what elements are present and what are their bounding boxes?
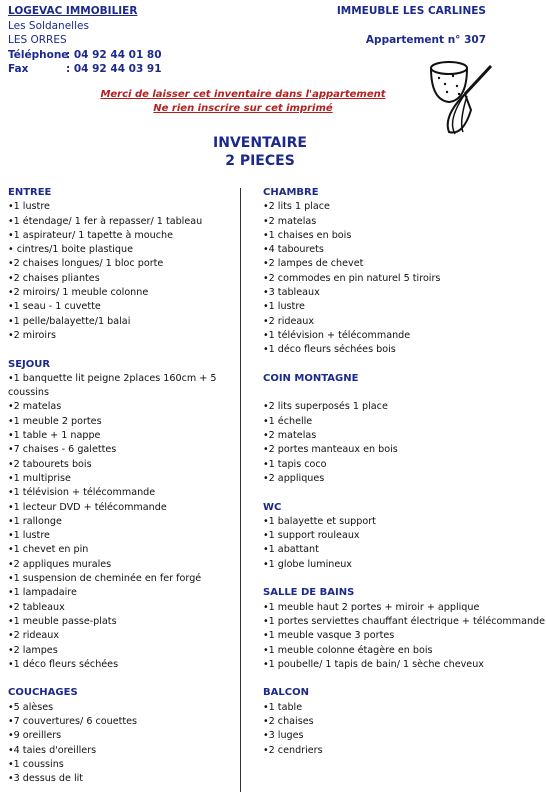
address-line-2: LES ORRES [8,34,67,46]
inventory-item: •1 aspirateur/ 1 tapette à mouche [8,229,173,241]
title-line-2: 2 PIECES [225,153,295,169]
phone-row [8,48,162,63]
inventory-item: •2 chaises [263,715,314,727]
inventory-item: •2 commodes en pin naturel 5 tiroirs [263,272,441,284]
inventory-item: •1 table + 1 nappe [8,430,101,442]
section-title: COIN MONTAGNE [263,372,359,384]
inventory-item: •1 chaises en bois [263,229,352,241]
inventory-item: •1 meuble colonne étagère en bois [263,644,433,656]
address-line-1: Les Soldanelles [8,19,89,32]
company-header [8,4,162,77]
inventory-item: •2 rideaux [263,315,315,327]
inventory-item: •1 meuble haut 2 portes + miroir + applique [263,601,480,613]
inventory-item: •1 télévision + télécommande [8,487,156,499]
building-header [337,4,486,47]
inventory-item: •2 appliques [263,472,325,484]
inventory-item: •2 matelas [263,430,317,442]
inventory-item: •2 miroirs/ 1 meuble colonne [8,287,149,299]
section-title: ENTREE [8,187,52,198]
inventory-item: •2 chaises pliantes [8,272,100,284]
inventory-item: •5 alèses [8,701,54,713]
inventory-item: •2 lampes de chevet [263,258,364,270]
notice [100,88,386,115]
company-name: LOGEVAC IMMOBILIER [8,5,138,17]
fax-value: : 04 92 44 03 91 [66,63,162,75]
inventory-item: •1 table [263,701,303,713]
inventory-item: •1 télévision + télécommande [263,329,411,341]
inventory-item: •1 lecteur DVD + télécommande [8,501,167,513]
inventory-item: •3 luges [263,730,304,742]
inventory-item: •1 abattant [263,544,319,556]
inventory-item: •1 coussins [8,758,64,770]
phone-label: Téléphone [8,48,69,61]
building-name: IMMEUBLE LES CARLINES [336,5,486,17]
inventory-item: •2 matelas [263,215,317,227]
inventory-item: •7 couvertures/ 6 couettes [8,715,138,727]
blank-line [263,386,546,400]
inventory-item: •2 appliques murales [8,558,112,570]
inventory-item: •2 matelas [8,401,62,413]
inventory-item: •2 lampes [8,644,58,656]
section-balcon [263,686,546,757]
section-entree [8,186,236,343]
inventory-item: •1 étendage/ 1 fer à repasser/ 1 tableau [8,215,203,227]
inventory-item: •1 poubelle/ 1 tapis de bain/ 1 sèche cheveux [263,658,484,670]
inventory-item: •1 globe lumineux [263,558,352,570]
inventory-item: •1 déco fleurs séchées bois [263,344,396,356]
inventory-item: •1 suspension de cheminée en fer forgé [8,573,202,585]
inventory-item: •1 seau - 1 cuvette [8,301,101,313]
inventory-item: •1 balayette et support [263,515,376,527]
section-title: CHAMBRE [263,187,319,198]
inventory-item: •3 tableaux [263,287,320,299]
section-gap [263,672,546,686]
column-divider [240,188,241,792]
inventory-item: •2 lits superposés 1 place [263,401,388,413]
inventory-item: •2 tableaux [8,601,65,613]
section-coin-montagne [263,372,546,486]
section-title: SEJOUR [8,358,51,370]
inventory-item: •1 banquette lit peigne 2places 160cm + 5 coussins [8,372,217,399]
inventory-item: •2 cendriers [263,744,323,756]
section-couchages [8,686,236,786]
inventory-item: •9 oreillers [8,730,62,742]
section-salle-de-bains [263,586,546,672]
inventory-item: •2 tabourets bois [8,458,92,470]
section-title: COUCHAGES [8,687,78,699]
inventory-item: •1 tapis coco [263,458,327,470]
inventory-item: •1 déco fleurs séchées [8,658,119,670]
inventory-item: •1 support rouleaux [263,530,360,542]
title-line-1: INVENTAIRE [213,135,307,151]
inventory-item: •2 chaises longues/ 1 bloc porte [8,258,164,270]
left-column [8,186,236,786]
inventory-item: • cintres/1 boite plastique [8,244,133,256]
notice-line-1: Merci de laisser cet inventaire dans l'appartement [100,89,386,100]
inventory-item: •1 lustre [8,530,50,542]
inventory-item: •1 rallonge [8,515,62,527]
right-column [263,186,546,758]
apartment-number: Appartement n° 307 [365,33,486,46]
section-title: BALCON [263,687,309,699]
section-chambre [263,186,546,358]
inventory-item: •4 taies d'oreillers [8,744,97,756]
inventory-item: •1 échelle [263,415,313,427]
inventory-item: •1 lampadaire [8,587,77,599]
section-wc [263,501,546,572]
section-gap [263,486,546,500]
fax-label: Fax [8,63,29,75]
phone-value: : 04 92 44 01 80 [66,48,162,61]
kitchen-bowl-whisk-icon [425,50,499,142]
inventory-item: •2 miroirs [8,329,57,341]
inventory-item: •3 dessus de lit [8,773,84,785]
inventory-item: •4 tabourets [263,244,324,256]
inventory-item: •1 chevet en pin [8,544,89,556]
section-gap [8,343,236,357]
inventory-item: •1 pelle/balayette/1 balai [8,315,131,327]
section-gap [8,672,236,686]
inventory-item: •2 portes manteaux en bois [263,444,398,456]
section-sejour [8,358,236,673]
fax-row [8,62,162,77]
inventory-item: •1 meuble passe-plats [8,615,117,627]
inventory-item: •1 lustre [8,201,50,213]
inventory-item: •2 lits 1 place [263,201,330,213]
section-title: WC [263,501,282,513]
inventory-item: •1 lustre [263,301,305,313]
inventory-item: •1 portes serviettes chauffant électrique + télécommande [263,615,546,627]
section-gap [263,358,546,372]
inventory-item: •1 meuble 2 portes [8,415,102,427]
section-title: SALLE DE BAINS [263,587,355,599]
inventory-item: •7 chaises - 6 galettes [8,444,117,456]
inventory-item: •2 rideaux [8,630,60,642]
section-gap [263,572,546,586]
page-title [150,134,370,170]
inventory-item: •1 multiprise [8,472,71,484]
notice-line-2: Ne rien inscrire sur cet imprimé [153,102,333,114]
inventory-item: •1 meuble vasque 3 portes [263,630,395,642]
